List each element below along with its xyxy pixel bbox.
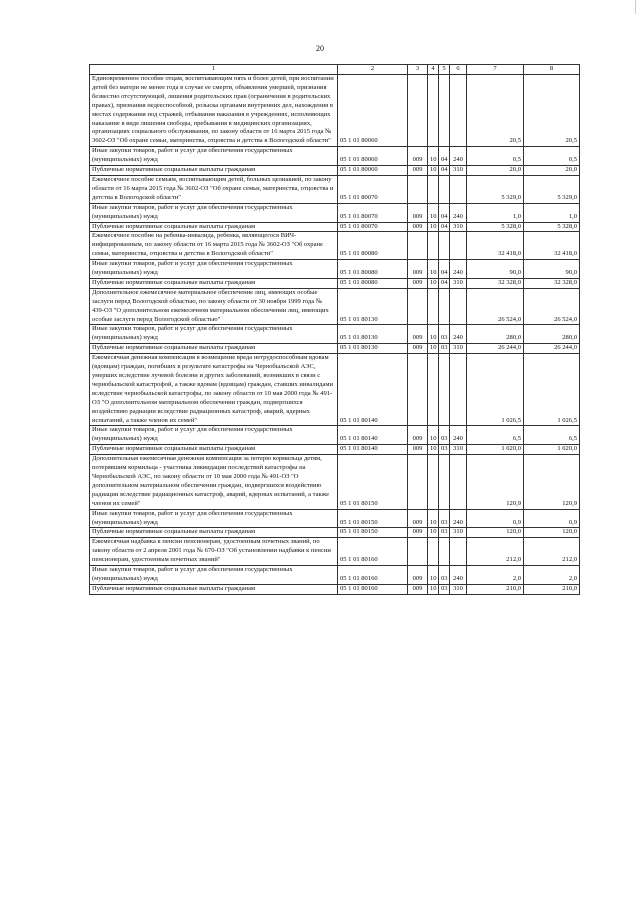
chief-administrator-cell	[408, 538, 428, 566]
chief-administrator-cell: 009	[408, 278, 428, 288]
amount-year1-cell: 1 020,0	[467, 445, 524, 455]
expense-type-cell: 310	[450, 528, 467, 538]
section-cell: 10	[428, 260, 439, 279]
table-row	[90, 566, 580, 585]
chief-administrator-cell: 009	[408, 147, 428, 166]
expense-type-cell	[450, 538, 467, 566]
expense-type-cell: 240	[450, 203, 467, 222]
subsection-cell: 04	[439, 166, 450, 176]
expense-type-cell: 240	[450, 509, 467, 528]
expense-type-cell: 310	[450, 584, 467, 594]
expense-type-cell	[450, 75, 467, 147]
row-name-cell: Дополнительное ежемесячное материальное обеспечение лиц, имеющих особые заслуги перед Вологодской областью, по закону области от 30 ноября 1999 года № 439-ОЗ "О дополнительном ежемесячном материальном обеспечении лиц, имеющих особые заслуги перед Вологодской областью"	[90, 288, 338, 325]
section-cell: 10	[428, 203, 439, 222]
amount-year2-cell: 210,0	[524, 584, 580, 594]
expense-type-cell: 240	[450, 260, 467, 279]
target-article-cell: 05 1 01 80140	[338, 354, 408, 426]
chief-administrator-cell	[408, 354, 428, 426]
column-number-row	[90, 65, 580, 75]
chief-administrator-cell: 009	[408, 426, 428, 445]
amount-year2-cell: 20,0	[524, 166, 580, 176]
target-article-cell: 05 1 01 80150	[338, 509, 408, 528]
row-name-cell: Ежемесячное пособие семьям, воспитывающим детей, больных целиакией, по закону области от 16 марта 2015 года № 3602-ОЗ "Об охране семьи, материнства, отцовства и детства в Вологодской области"	[90, 175, 338, 203]
expense-type-cell: 310	[450, 222, 467, 232]
page-number: 20	[316, 44, 324, 53]
subsection-cell: 04	[439, 147, 450, 166]
chief-administrator-cell	[408, 288, 428, 325]
column-header: 1	[90, 65, 338, 75]
amount-year2-cell: 0,9	[524, 509, 580, 528]
amount-year2-cell: 212,0	[524, 538, 580, 566]
amount-year2-cell: 0,5	[524, 147, 580, 166]
table-row	[90, 166, 580, 176]
subsection-cell: 04	[439, 222, 450, 232]
section-cell: 10	[428, 344, 439, 354]
chief-administrator-cell: 009	[408, 166, 428, 176]
row-name-cell: Дополнительная ежемесячная денежная компенсация за потерю кормильца детям, потерявшим кормильца - участника ликвидации последствий катастрофы на Чернобыльской АЭС, по закону области от 10 мая 2000 года № 491-ОЗ "О дополнительном материальном обеспечении граждан, подвергшихся воздействию радиации вследствие радиационных катастроф, аварий, ядерных испытаний, а также членов их семей"	[90, 455, 338, 509]
expense-type-cell: 310	[450, 166, 467, 176]
column-header: 2	[338, 65, 408, 75]
target-article-cell: 05 1 01 80060	[338, 166, 408, 176]
amount-year2-cell: 26 524,0	[524, 288, 580, 325]
amount-year1-cell: 0,5	[467, 147, 524, 166]
section-cell	[428, 232, 439, 260]
row-name-cell: Иные закупки товаров, работ и услуг для обеспечения государственных (муниципальных) нужд	[90, 325, 338, 344]
expense-type-cell: 310	[450, 278, 467, 288]
table-row	[90, 288, 580, 325]
subsection-cell	[439, 455, 450, 509]
subsection-cell: 04	[439, 278, 450, 288]
table-row	[90, 75, 580, 147]
row-name-cell: Ежемесячная денежная компенсация в возмещение вреда нетрудоспособным вдовам (вдовцам) граждан, погибших в результате катастрофы на Чернобыльской АЭС, умерших вследствие лучевой болезни и других заболеваний, возникших в связи с чернобыльской катастрофой, а также вдовам (вдовцам) граждан, ставших инвалидами вследствие чернобыльской катастрофы, по закону области от 10 мая 2000 года № 491-ОЗ "О дополнительном материальном обеспечении граждан, подвергшихся воздействию радиации вследствие радиационных катастроф, аварий, ядерных испытаний, а также членов их семей"	[90, 354, 338, 426]
section-cell	[428, 288, 439, 325]
section-cell: 10	[428, 566, 439, 585]
row-name-cell: Публичные нормативные социальные выплаты гражданам	[90, 445, 338, 455]
section-cell	[428, 538, 439, 566]
expense-type-cell	[450, 175, 467, 203]
amount-year1-cell: 90,0	[467, 260, 524, 279]
table-row	[90, 509, 580, 528]
table-row	[90, 203, 580, 222]
expense-type-cell	[450, 232, 467, 260]
amount-year1-cell: 212,0	[467, 538, 524, 566]
table-row	[90, 528, 580, 538]
row-name-cell: Ежемесячная надбавка к пенсии пенсионерам, удостоенным почетных званий, по закону области от 2 апреля 2001 года № 670-ОЗ "Об установлении надбавки к пенсии пенсионерам, удостоенным почетных званий"	[90, 538, 338, 566]
table-row	[90, 354, 580, 426]
amount-year2-cell: 1,0	[524, 203, 580, 222]
chief-administrator-cell: 009	[408, 325, 428, 344]
amount-year2-cell: 5 328,0	[524, 222, 580, 232]
target-article-cell: 05 1 01 80080	[338, 232, 408, 260]
subsection-cell: 03	[439, 528, 450, 538]
amount-year2-cell: 20,5	[524, 75, 580, 147]
column-header: 6	[450, 65, 467, 75]
amount-year1-cell: 1,0	[467, 203, 524, 222]
amount-year2-cell: 120,9	[524, 455, 580, 509]
row-name-cell: Единовременное пособие отцам, воспитывающим пять и более детей, при воспитании детей без матери не менее года в случае ее смерти, объявления умершей, признания безвестно отсутствующей, лишения родительских прав (ограничения в родительских правах), признания недееспособной, розыска органами внутренних дел, нахождения в местах содержания под стражей, отбывания наказания в учреждениях, исполняющих наказание в виде лишения свободы, пребывания в медицинских организациях, организациях социального обслуживания, по закону области от 16 марта 2015 года № 3602-ОЗ "Об охране семьи, материнства, отцовства и детства в Вологодской области"	[90, 75, 338, 147]
table-row	[90, 538, 580, 566]
expense-type-cell	[450, 288, 467, 325]
subsection-cell: 03	[439, 566, 450, 585]
row-name-cell: Иные закупки товаров, работ и услуг для обеспечения государственных (муниципальных) нужд	[90, 509, 338, 528]
row-name-cell: Иные закупки товаров, работ и услуг для обеспечения государственных (муниципальных) нужд	[90, 426, 338, 445]
section-cell	[428, 354, 439, 426]
target-article-cell: 05 1 01 80140	[338, 426, 408, 445]
target-article-cell: 05 1 01 80150	[338, 528, 408, 538]
table-row	[90, 584, 580, 594]
table-row	[90, 325, 580, 344]
table-row	[90, 260, 580, 279]
amount-year1-cell: 280,0	[467, 325, 524, 344]
chief-administrator-cell: 009	[408, 445, 428, 455]
subsection-cell: 04	[439, 260, 450, 279]
target-article-cell: 05 1 01 80160	[338, 584, 408, 594]
section-cell: 10	[428, 166, 439, 176]
amount-year2-cell: 1 026,5	[524, 354, 580, 426]
target-article-cell: 05 1 01 80070	[338, 175, 408, 203]
budget-table	[89, 64, 580, 595]
amount-year2-cell: 90,0	[524, 260, 580, 279]
subsection-cell	[439, 232, 450, 260]
table-row	[90, 455, 580, 509]
target-article-cell: 05 1 01 80160	[338, 566, 408, 585]
row-name-cell: Публичные нормативные социальные выплаты гражданам	[90, 344, 338, 354]
amount-year1-cell: 26 244,0	[467, 344, 524, 354]
subsection-cell	[439, 175, 450, 203]
chief-administrator-cell	[408, 175, 428, 203]
chief-administrator-cell: 009	[408, 566, 428, 585]
subsection-cell: 03	[439, 344, 450, 354]
row-name-cell: Иные закупки товаров, работ и услуг для обеспечения государственных (муниципальных) нужд	[90, 260, 338, 279]
expense-type-cell: 240	[450, 566, 467, 585]
section-cell	[428, 75, 439, 147]
row-name-cell: Иные закупки товаров, работ и услуг для обеспечения государственных (муниципальных) нужд	[90, 203, 338, 222]
subsection-cell: 03	[439, 509, 450, 528]
chief-administrator-cell: 009	[408, 509, 428, 528]
chief-administrator-cell: 009	[408, 584, 428, 594]
row-name-cell: Публичные нормативные социальные выплаты гражданам	[90, 528, 338, 538]
section-cell: 10	[428, 325, 439, 344]
expense-type-cell	[450, 354, 467, 426]
table-row	[90, 147, 580, 166]
section-cell	[428, 455, 439, 509]
amount-year1-cell: 0,9	[467, 509, 524, 528]
row-name-cell: Публичные нормативные социальные выплаты гражданам	[90, 222, 338, 232]
amount-year1-cell: 32 418,0	[467, 232, 524, 260]
column-header: 8	[524, 65, 580, 75]
column-header: 5	[439, 65, 450, 75]
target-article-cell: 05 1 01 80130	[338, 344, 408, 354]
amount-year2-cell: 280,0	[524, 325, 580, 344]
amount-year2-cell: 26 244,0	[524, 344, 580, 354]
subsection-cell	[439, 75, 450, 147]
target-article-cell: 05 1 01 80080	[338, 278, 408, 288]
section-cell: 10	[428, 426, 439, 445]
amount-year1-cell: 26 524,0	[467, 288, 524, 325]
chief-administrator-cell: 009	[408, 260, 428, 279]
amount-year2-cell: 120,0	[524, 528, 580, 538]
subsection-cell	[439, 538, 450, 566]
chief-administrator-cell	[408, 455, 428, 509]
amount-year1-cell: 5 329,0	[467, 175, 524, 203]
amount-year1-cell: 2,0	[467, 566, 524, 585]
amount-year2-cell: 32 328,0	[524, 278, 580, 288]
subsection-cell: 03	[439, 426, 450, 445]
column-header: 4	[428, 65, 439, 75]
subsection-cell	[439, 288, 450, 325]
amount-year1-cell: 6,5	[467, 426, 524, 445]
amount-year2-cell: 1 020,0	[524, 445, 580, 455]
target-article-cell: 05 1 01 80130	[338, 288, 408, 325]
row-name-cell: Публичные нормативные социальные выплаты гражданам	[90, 584, 338, 594]
target-article-cell: 05 1 01 80060	[338, 75, 408, 147]
amount-year2-cell: 6,5	[524, 426, 580, 445]
chief-administrator-cell: 009	[408, 203, 428, 222]
table-row	[90, 344, 580, 354]
target-article-cell: 05 1 01 80150	[338, 455, 408, 509]
table-row	[90, 222, 580, 232]
section-cell	[428, 175, 439, 203]
subsection-cell: 03	[439, 325, 450, 344]
target-article-cell: 05 1 01 80070	[338, 222, 408, 232]
row-name-cell: Иные закупки товаров, работ и услуг для обеспечения государственных (муниципальных) нужд	[90, 147, 338, 166]
amount-year1-cell: 20,0	[467, 166, 524, 176]
amount-year2-cell: 32 418,0	[524, 232, 580, 260]
expense-type-cell: 310	[450, 445, 467, 455]
table-row	[90, 175, 580, 203]
amount-year1-cell: 20,5	[467, 75, 524, 147]
expense-type-cell: 310	[450, 344, 467, 354]
subsection-cell: 03	[439, 584, 450, 594]
amount-year1-cell: 32 328,0	[467, 278, 524, 288]
target-article-cell: 05 1 01 80130	[338, 325, 408, 344]
table-row	[90, 278, 580, 288]
row-name-cell: Публичные нормативные социальные выплаты гражданам	[90, 166, 338, 176]
target-article-cell: 05 1 01 80060	[338, 147, 408, 166]
chief-administrator-cell	[408, 232, 428, 260]
subsection-cell: 03	[439, 445, 450, 455]
amount-year1-cell: 5 328,0	[467, 222, 524, 232]
target-article-cell: 05 1 01 80070	[338, 203, 408, 222]
amount-year2-cell: 5 329,0	[524, 175, 580, 203]
amount-year1-cell: 120,9	[467, 455, 524, 509]
section-cell: 10	[428, 147, 439, 166]
chief-administrator-cell: 009	[408, 528, 428, 538]
row-name-cell: Ежемесячное пособие на ребенка-инвалида, ребенка, являющегося ВИЧ-инфицированным, по закону области от 16 марта 2015 года № 3602-ОЗ "Об охране семьи, материнства, отцовства и детства в Вологодской области"	[90, 232, 338, 260]
row-name-cell: Иные закупки товаров, работ и услуг для обеспечения государственных (муниципальных) нужд	[90, 566, 338, 585]
target-article-cell: 05 1 01 80160	[338, 538, 408, 566]
subsection-cell: 04	[439, 203, 450, 222]
target-article-cell: 05 1 01 80080	[338, 260, 408, 279]
column-header: 7	[467, 65, 524, 75]
section-cell: 10	[428, 584, 439, 594]
expense-type-cell: 240	[450, 426, 467, 445]
chief-administrator-cell: 009	[408, 344, 428, 354]
row-name-cell: Публичные нормативные социальные выплаты гражданам	[90, 278, 338, 288]
target-article-cell: 05 1 01 80140	[338, 445, 408, 455]
amount-year1-cell: 120,0	[467, 528, 524, 538]
section-cell: 10	[428, 278, 439, 288]
amount-year1-cell: 1 026,5	[467, 354, 524, 426]
section-cell: 10	[428, 222, 439, 232]
table-row	[90, 232, 580, 260]
section-cell: 10	[428, 445, 439, 455]
scan-edge-mark	[635, 0, 636, 14]
column-header: 3	[408, 65, 428, 75]
table-row	[90, 445, 580, 455]
table-row	[90, 426, 580, 445]
expense-type-cell: 240	[450, 325, 467, 344]
chief-administrator-cell: 009	[408, 222, 428, 232]
expense-type-cell: 240	[450, 147, 467, 166]
expense-type-cell	[450, 455, 467, 509]
chief-administrator-cell	[408, 75, 428, 147]
subsection-cell	[439, 354, 450, 426]
section-cell: 10	[428, 509, 439, 528]
amount-year1-cell: 210,0	[467, 584, 524, 594]
section-cell: 10	[428, 528, 439, 538]
amount-year2-cell: 2,0	[524, 566, 580, 585]
